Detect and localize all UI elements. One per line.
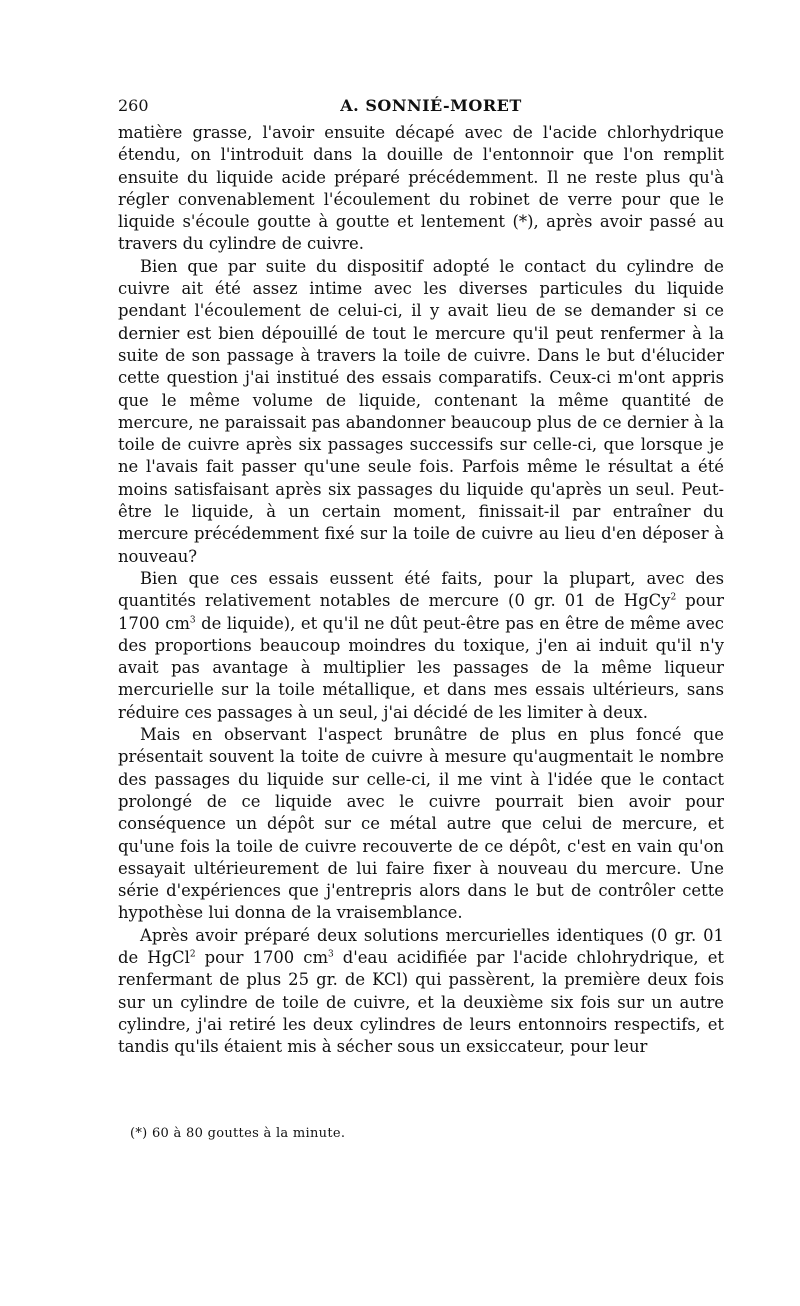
text-run: pour 1700 cm: [195, 947, 328, 967]
running-title: A. SONNIÉ-MORET: [340, 96, 522, 115]
superscript: 3: [327, 949, 334, 960]
superscript: 2: [670, 592, 677, 603]
paragraph: [118, 568, 724, 724]
paragraph: [118, 256, 724, 568]
text-run: Mais en observant l'aspect brunâtre de plus en plus foncé que présentait souvent la toite de cuivre à mesure qu'augmentait le nombre des passages du liquide sur celle-ci, il me vint à l'idée que le contact prolongé de ce liquide avec le cuivre pourrait bien avoir pour conséquence un dépôt sur ce métal autre que celui de mercure, et qu'une fois la toile de cuivre recouverte de ce dépôt, c'est en vain qu'on essayait ultérieurement de lui faire fixer à nouveau du mercure. Une série d'expériences que j'entrepris alors dans le but de contrôler cette hypothèse lui donna de la vraisemblance.: [118, 725, 724, 923]
paragraph: [118, 724, 724, 925]
text-run: Bien que ces essais eussent été faits, pour la plupart, avec des quantités relativement notables de mercure (0 gr. 01 de HgCy: [118, 568, 724, 611]
footnote: (*) 60 à 80 gouttes à la minute.: [130, 1126, 346, 1141]
page-body: [118, 96, 724, 1058]
superscript: 2: [189, 949, 196, 960]
superscript: 3: [189, 615, 196, 626]
text-run: pour 1700 cm: [118, 591, 724, 633]
text-run: de liquide), et qu'il ne dût peut-être pas en être de même avec des proportions beaucoup moindres du toxique, j'en ai induit qu'il n'y avait pas avantage à multiplier les passages de la même liqueur mercurielle sur la toile métallique, et dans mes essais ultérieurs, sans réduire ces passages à un seul, j'ai décidé de les limiter à deux.: [118, 613, 724, 722]
text-run: Bien que par suite du dispositif adopté le contact du cylindre de cuivre ait été assez intime avec les diverses particules du liquide pendant l'écoulement de celui-ci, il y avait lieu de se demander si ce dernier est bien dépouillé de tout le mercure qu'il peut renfermer à la suite de son passage à travers la toile de cuivre. Dans le but d'élucider cette question j'ai institué des essais comparatifs. Ceux-ci m'ont appris que le même volume de liquide, contenant la même quantité de mercure, ne paraissait pas abandonner beaucoup plus de ce dernier à la toile de cuivre après six passages successifs sur celle-ci, que lorsque je ne l'avais fait passer qu'une seule fois. Parfois même le résultat a été moins satisfaisant après six passages du liquide qu'après un seul. Peut-être le liquide, à un certain moment, finissait-il par entraîner du mercure précédemment fixé sur la toile de cuivre au lieu d'en déposer à nouveau?: [118, 256, 724, 566]
text-run: d'eau acidifiée par l'acide chlohrydrique, et renfermant de plus 25 gr. de KCl) qui passèrent, la première deux fois sur un cylindre de toile de cuivre, et la deuxième six fois sur un autre cylindre, j'ai retiré les deux cylindres de leurs entonnoirs respectifs, et tandis qu'ils étaient mis à sécher sous un exsiccateur, pour leur: [118, 947, 724, 1057]
text-run: matière grasse, l'avoir ensuite décapé avec de l'acide chlorhydrique étendu, on l'introduit dans la douille de l'entonnoir que l'on remplit ensuite du liquide acide préparé précédemment. Il ne reste plus qu'à régler convenablement l'écoulement du robinet de verre pour que le liquide s'écoule goutte à goutte et lentement (*), après avoir passé au travers du cylindre de cuivre.: [118, 123, 724, 254]
running-header: [118, 96, 724, 120]
paragraph: [118, 122, 724, 256]
paragraph: [118, 925, 724, 1059]
text-run: Après avoir préparé deux solutions mercurielles identiques (0 gr. 01 de HgCl: [118, 925, 724, 967]
page-number: 260: [118, 96, 149, 115]
